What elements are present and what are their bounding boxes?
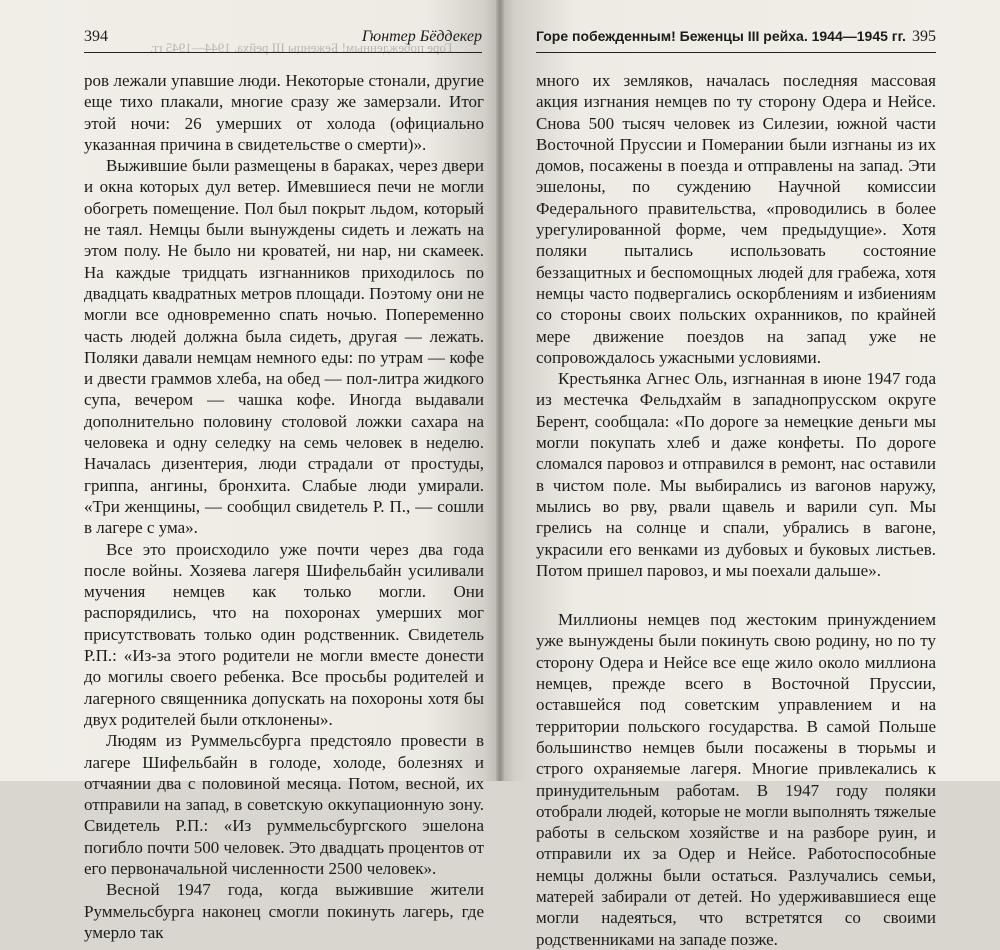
paragraph: ров лежали упавшие люди. Некоторые стонали, другие еще тихо плакали, многие сразу же замерзали. Итог этой ночи: 26 умерших от холода (официально указанная причина в свидетельстве о смерти)». [84, 71, 484, 154]
running-head-title: Горе побежденным! Беженцы III рейха. 1944—1945 гг. [536, 28, 906, 44]
paragraph: Крестьянка Агнес Оль, изгнанная в июне 1947 года из местечка Фельдхайм в западнопрусском округе Берент, сообщала: «По дороге за немецкие деньги мы могли покупать хлеб и даже конфеты. По дороге сломался паровоз и отправился в ремонт, нас оставили в чистом поле. Мы выбирались из вагонов наружу, мылись во рву, рвали щавель и варили суп. Мы грелись на солнце и спали, убрались в вагоне, украсили его венками из дубовых и буковых листьев. Потом пришел паровоз, и мы поехали дальше». [536, 369, 936, 580]
page-number-left: 394 [84, 28, 108, 45]
left-running-header [84, 28, 482, 53]
paragraph: Выжившие были размещены в бараках, через двери и окна которых дул ветер. Имевшиеся печи не могли обогреть помещение. Пол был покрыт льдом, который не таял. Немцы были вынуждены сидеть и лежать на этом полу. Не было ни кроватей, ни нар, ни скамеек. На каждые тридцать изгнанников приходилось по двадцать квадратных метров площади. Поэтому они не могли все одновременно спать ночью. Попеременно часть людей должна была сидеть, другая — лежать. Поляки давали немцам немного еды: по утрам — кофе и двести граммов хлеба, на обед — пол-литра жидкого супа, вечером — чашка кофе. Иногда выдавали дополнительно половину столовой ложки сахара на человека и одну селедку на семь человек в неделю. Началась дизентерия, люди страдали от простуды, гриппа, ангины, бронхита. Слабые люди умирали. «Три женщины, — сообщил свидетель Р. П., — сошли в лагере с ума». [84, 156, 484, 538]
book-gutter [496, 0, 504, 781]
paragraph: много их земляков, началась последняя массовая акция изгнания немцев по ту сторону Одера и Нейсе. Снова 500 тысяч человек из Силезии, южной части Восточной Пруссии и Померании были изгнаны из их домов, посажены в поезда и отправлены на запад. Эти эшелоны, по суждению Научной комиссии Федерального правительства, «проводились в более урегулированной форме, чем предыдущие». Хотя поляки пытались использовать состояние беззащитных и беспомощных людей для грабежа, хотя немцы часто подвергались оскорблениям и избиениям со стороны своих польских охранников, по крайней мере движение поездов на запад уже не сопровождалось ужасными условиями. [536, 71, 936, 367]
bleed-through-text: Горе побежденным! Беженцы III рейха. 1944—1945 гг. [150, 40, 453, 55]
page-number-right: 395 [912, 28, 936, 45]
left-page-body [84, 70, 484, 943]
paragraph: Все это происходило уже почти через два года после войны. Хозяева лагеря Шифельбайн усиливали мучения немцев как только могли. Они распорядились, что на похоронах умерших мог присутствовать только один родственник. Свидетель Р.П.: «Из-за этого родители не могли вместе донести до могилы своего ребенка. Все просьбы родителей и лагерного священника допускать на похороны хотя бы двух родителей были отклонены». [84, 539, 484, 729]
paragraph: Людям из Руммельсбурга предстояло провести в лагере Шифельбайн в голоде, холоде, болезнях и отчаянии два с половиной месяца. Потом, весной, их отправили на запад, в советскую оккупационную зону. Свидетель Р.П.: «Из руммельсбургского эшелона погибло почти 500 человек. Это двадцать процентов от его первоначальной численности 2500 человек». [84, 731, 484, 878]
right-page-body [536, 70, 936, 950]
paragraph: Весной 1947 года, когда выжившие жители Руммельсбурга наконец смогли покинуть лагерь, где умерло так [84, 880, 484, 942]
paragraph: Миллионы немцев под жестоким принуждением уже вынуждены были покинуть свою родину, но по ту сторону Одера и Нейсе все еще жило около миллиона немцев, прежде всего в Восточной Пруссии, оставшейся под советским управлением и на территории польского государства. В самой Польше большинство немцев были посажены в тюрьмы и строго охраняемые лагеря. Многие привлекались к принудительным работам. В 1947 году поляки отобрали людей, которые не могли выполнять тяжелые работы в сельском хозяйстве и на разборе руин, и отправили их за Одер и Нейсе. Работоспособные немцы должны были остаться. Разлучались семьи, матерей забирали от детей. Но удерживавшиеся еще могли надеяться, что встретятся со своими родственниками на западе позже. [536, 610, 936, 949]
right-page [500, 0, 1000, 949]
right-running-header [536, 28, 936, 53]
left-page [0, 0, 500, 942]
running-head-author: Гюнтер Бёддекер [361, 28, 482, 45]
